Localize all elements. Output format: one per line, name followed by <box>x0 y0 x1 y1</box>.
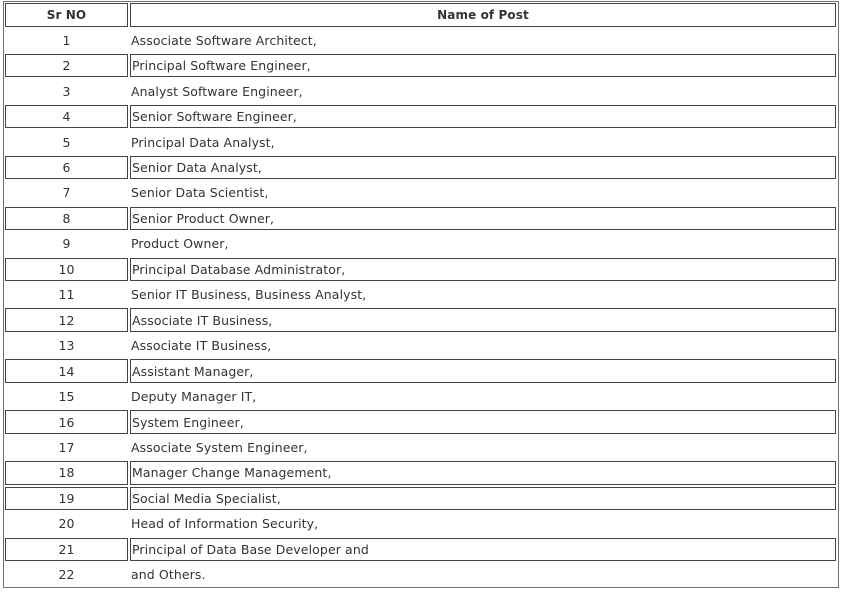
sr-no-cell: 7 <box>62 185 71 201</box>
posts-table <box>3 1 839 588</box>
sr-no-cell: 5 <box>62 134 71 150</box>
sr-no-cell: 17 <box>58 439 75 455</box>
table-row <box>4 206 838 232</box>
table-row <box>4 104 838 130</box>
sr-no-cell: 11 <box>58 287 75 303</box>
table-row <box>4 53 838 79</box>
sr-no-cell: 15 <box>58 389 75 405</box>
sr-no-cell: 9 <box>62 236 71 252</box>
post-name-cell: Associate IT Business, <box>131 338 272 354</box>
sr-no-cell: 8 <box>5 207 128 231</box>
post-name-cell: System Engineer, <box>130 410 836 434</box>
table-row <box>4 257 838 283</box>
post-name-cell: Senior Product Owner, <box>130 207 836 231</box>
sr-no-cell: 18 <box>5 461 128 485</box>
post-name-cell: Deputy Manager IT, <box>131 389 257 405</box>
table-row <box>4 28 838 54</box>
post-name-cell: Associate System Engineer, <box>131 439 308 455</box>
table-row <box>4 562 838 588</box>
post-name-cell: Principal Data Analyst, <box>131 134 275 150</box>
post-name-cell: Principal of Data Base Developer and <box>130 538 836 562</box>
sr-no-cell: 2 <box>5 54 128 78</box>
post-name-cell: Senior Data Analyst, <box>130 156 836 180</box>
table-row <box>4 180 838 206</box>
table-row <box>4 409 838 435</box>
table-row <box>4 333 838 359</box>
post-name-cell: Senior IT Business, Business Analyst, <box>131 287 367 303</box>
sr-no-cell: 13 <box>58 338 75 354</box>
sr-no-cell: 3 <box>62 83 71 99</box>
table-row <box>4 358 838 384</box>
post-name-cell: and Others. <box>131 567 206 583</box>
table-row <box>4 384 838 410</box>
sr-no-cell: 12 <box>5 308 128 332</box>
post-name-cell: Social Media Specialist, <box>130 487 836 511</box>
table-header-row <box>4 2 838 28</box>
table-row <box>4 307 838 333</box>
sr-no-cell: 16 <box>5 410 128 434</box>
sr-no-cell: 19 <box>5 487 128 511</box>
table-row <box>4 460 838 486</box>
post-name-cell: Product Owner, <box>131 236 229 252</box>
header-sr-no: Sr NO <box>5 3 128 27</box>
table-row <box>4 486 838 512</box>
table-row <box>4 511 838 537</box>
sr-no-cell: 21 <box>5 538 128 562</box>
post-name-cell: Principal Database Administrator, <box>130 258 836 282</box>
table-row <box>4 282 838 308</box>
table-row <box>4 537 838 563</box>
post-name-cell: Assistant Manager, <box>130 359 836 383</box>
post-name-cell: Head of Information Security, <box>131 516 319 532</box>
header-name-of-post: Name of Post <box>130 3 836 27</box>
sr-no-cell: 22 <box>58 567 75 583</box>
table-row <box>4 155 838 181</box>
post-name-cell: Manager Change Management, <box>130 461 836 485</box>
post-name-cell: Senior Software Engineer, <box>130 105 836 129</box>
sr-no-cell: 20 <box>58 516 75 532</box>
sr-no-cell: 1 <box>62 32 71 48</box>
post-name-cell: Principal Software Engineer, <box>130 54 836 78</box>
post-name-cell: Associate Software Architect, <box>131 32 317 48</box>
sr-no-cell: 10 <box>5 258 128 282</box>
post-name-cell: Associate IT Business, <box>130 308 836 332</box>
table-row <box>4 78 838 104</box>
table-row <box>4 129 838 155</box>
table-row <box>4 231 838 257</box>
sr-no-cell: 4 <box>5 105 128 129</box>
sr-no-cell: 14 <box>5 359 128 383</box>
post-name-cell: Analyst Software Engineer, <box>131 83 303 99</box>
post-name-cell: Senior Data Scientist, <box>131 185 269 201</box>
table-row <box>4 435 838 461</box>
sr-no-cell: 6 <box>5 156 128 180</box>
